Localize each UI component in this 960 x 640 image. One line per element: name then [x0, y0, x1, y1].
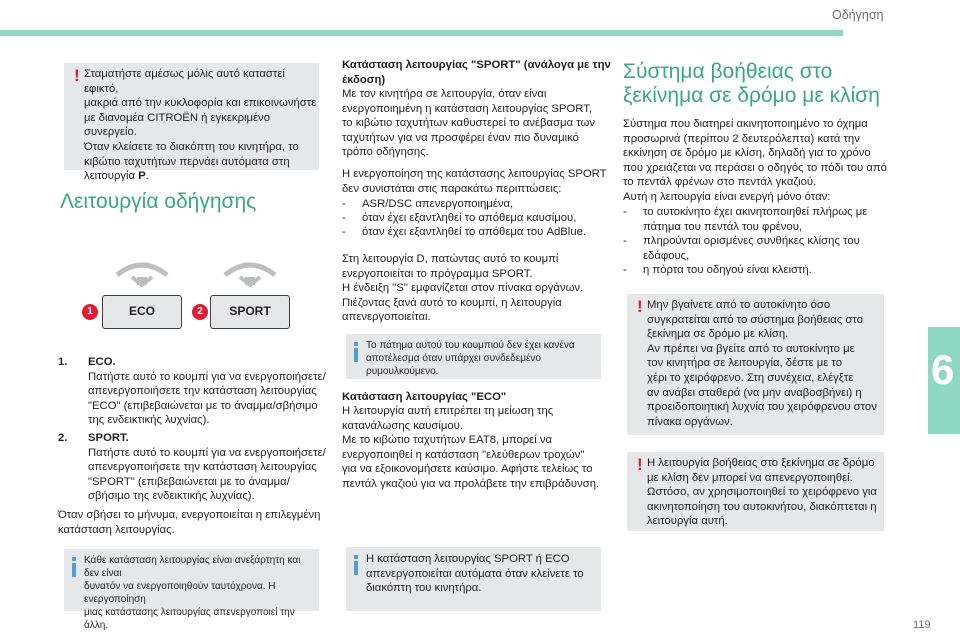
- callout-badge-1: 1: [82, 304, 98, 320]
- eco-button[interactable]: ECO: [102, 295, 182, 329]
- warning-box: [627, 294, 884, 435]
- list-item: - η πόρτα του οδηγού είναι κλειστή.: [623, 264, 812, 276]
- warning-icon: !: [637, 455, 643, 474]
- eco-mode-heading: Κατάσταση λειτουργίας "ECO": [342, 391, 507, 403]
- steering-wheel-icon: [220, 257, 280, 287]
- info-text: Κάθε κατάσταση λειτουργίας είναι ανεξάρτητη και δεν είναι δυνατόν να ενεργοποιηθούν ταυτόχρονα. Η ενεργοποίηση μιας κατάστασης λειτουργίας απενεργοποιεί την άλλη.: [84, 555, 301, 631]
- warning-text: Σταματήστε αμέσως μόλις αυτό καταστεί εφικτό, μακριά από την κυκλοφορία και επικοινωνήστε με διανομέα CITROËN ή εγκεκριμένο συνεργείο. Όταν κλείσετε το διακόπτη του κινητήρα, το κιβώτιο ταχυτήτων περνάει αυτόματα στη λειτουργία P.: [84, 68, 317, 183]
- info-icon: [72, 557, 76, 577]
- section-header: Οδήγηση: [832, 8, 884, 22]
- warning-text: Μην βγαίνετε από το αυτοκίνητο όσο συγκρατείται από το σύστημα βοήθειας στο ξεκίνημα σε δρόμο με κλίση. Αν πρέπει να βγείτε από το αυτοκίνητο με τον κινητήρα σε λειτουργία, δέστε με το χέρι το χειρόφρενο. Στη συνέχεια, ελέγξτε αν ανάβει σταθερά (να μην αναβοσβήνει) η προειδοποιητική λυχνία του χειρόφρενου στον πίνακα οργάνων.: [647, 299, 877, 428]
- warning-text: Η λειτουργία βοήθειας στο ξεκίνημα σε δρόμο με κλίση δεν μπορεί να απενεργοποιηθεί. Ωστόσο, αν χρησιμοποιηθεί το χειρόφρενο για ακινητοποίηση του αυτοκινήτου, διακόπτεται η λειτουργία αυτή.: [647, 457, 877, 528]
- step-eco: 1. ECO. Πατήστε αυτό το κουμπί για να ενεργοποιήσετε/ απενεργοποιήσετε την κατάσταση λειτουργίας "ECO" (επιβεβαιώνεται με το άναμμα/σβήσιμο της ενδεικτικής λυχνίας).: [58, 356, 326, 427]
- list-item: - το αυτοκίνητο έχει ακινητοποιηθεί πλήρως με πάτημα του πεντάλ του φρένου,: [623, 206, 868, 233]
- warning-box: [627, 452, 884, 531]
- warning-box: [64, 63, 319, 183]
- page-number: 119: [913, 619, 931, 631]
- drive-mode-figure: [82, 251, 312, 341]
- mode-activation-text: Όταν σβήσει το μήνυμα, ενεργοποιείται η επιλεγμένη κατάσταση λειτουργίας.: [58, 509, 321, 536]
- list-item: - όταν έχει εξαντληθεί το απόθεμα του AdBlue.: [342, 226, 587, 238]
- section-title-hill-start: Σύστημα βοήθειας στο ξεκίνημα σε δρόμο με κλίση: [623, 60, 880, 107]
- sport-not-recommended-text: Η ενεργοποίηση της κατάστασης λειτουργίας SPORT δεν συνιστάται στις παρακάτω περιπτώσεις:: [342, 168, 607, 195]
- chapter-number: 6: [931, 346, 955, 393]
- info-text: Το πάτημα αυτού του κουμπιού δεν έχει κανένα αποτέλεσμα όταν υπάρχει συνδεδεμένο ρυμουλκούμενο.: [366, 340, 575, 377]
- info-text: Η κατάσταση λειτουργίας SPORT ή ECO απενεργοποιείται αυτόματα όταν κλείνετε το διακόπτη του κινητήρα.: [366, 553, 584, 595]
- info-icon: [354, 342, 358, 362]
- hill-start-text: Σύστημα που διατηρεί ακινητοποιημένο το όχημα προσωρινά (περίπου 2 δευτερόλεπτα) κατά την εκκίνηση σε δρόμο με κλίση, δηλαδή για το χρόνο που χρειάζεται να περάσει ο οδηγός το πόδι του από το πεντάλ φρένων στο πεντάλ γκαζιού. Αυτή η λειτουργία είναι ενεργή μόνο όταν:: [623, 118, 887, 203]
- eco-mode-text: Η λειτουργία αυτή επιτρέπει τη μείωση της κατανάλωσης καυσίμου. Με το κιβώτιο ταχυτήτων EAT8, μπορεί να ενεργοποιηθεί η κατάσταση "ελεύθερων τροχών" για να εξοικονομήσετε καύσιμο. Αφήστε τελείως το πεντάλ γκαζιού για να προλάβετε την επιβράδυνση.: [342, 405, 600, 490]
- list-item: - ASR/DSC απενεργοποιημένα,: [342, 198, 514, 210]
- sport-in-d-text: Στη λειτουργία D, πατώντας αυτό το κουμπί ενεργοποιείται το πρόγραμμα SPORT. Η ένδειξη "S" εμφανίζεται στον πίνακα οργάνων. Πιέζοντας ξανά αυτό το κουμπί, η λειτουργία απενεργοποιείται.: [342, 253, 584, 324]
- steering-wheel-icon: [112, 257, 172, 287]
- list-item: - πληρούνται ορισμένες συνθήκες κλίσης του εδάφους,: [623, 235, 860, 262]
- info-icon: [354, 555, 358, 575]
- warning-icon: !: [637, 297, 643, 316]
- sport-button[interactable]: SPORT: [210, 295, 290, 329]
- sport-mode-text: Με τον κινητήρα σε λειτουργία, όταν είναι ενεργοποιημένη η κατάσταση λειτουργίας SPORT, το κιβώτιο ταχυτήτων καθυστερεί το ανέβασμα των ταχυτήτων για να προσφέρει έναν πιο δυναμικό τρόπο οδήγησης.: [342, 88, 596, 159]
- section-title-drive-mode: Λειτουργία οδήγησης: [60, 190, 257, 213]
- callout-badge-2: 2: [192, 304, 208, 320]
- info-box-auto-off: [346, 547, 601, 611]
- sport-mode-heading: Κατάσταση λειτουργίας "SPORT" (ανάλογα με την έκδοση): [342, 59, 611, 86]
- header-band: [0, 30, 843, 36]
- info-box-modes: [64, 549, 319, 631]
- info-box-trailer: [346, 334, 601, 379]
- warning-icon: !: [74, 66, 80, 85]
- step-sport: 2. SPORT. Πατήστε αυτό το κουμπί για να ενεργοποιήσετε/ απενεργοποιήσετε την κατάσταση λειτουργίας "SPORT" (επιβεβαιώνεται με το άναμμα/ σβήσιμο της ενδεικτικής λυχνίας).: [58, 432, 326, 503]
- list-item: - όταν έχει εξαντληθεί το απόθεμα καυσίμου,: [342, 212, 577, 224]
